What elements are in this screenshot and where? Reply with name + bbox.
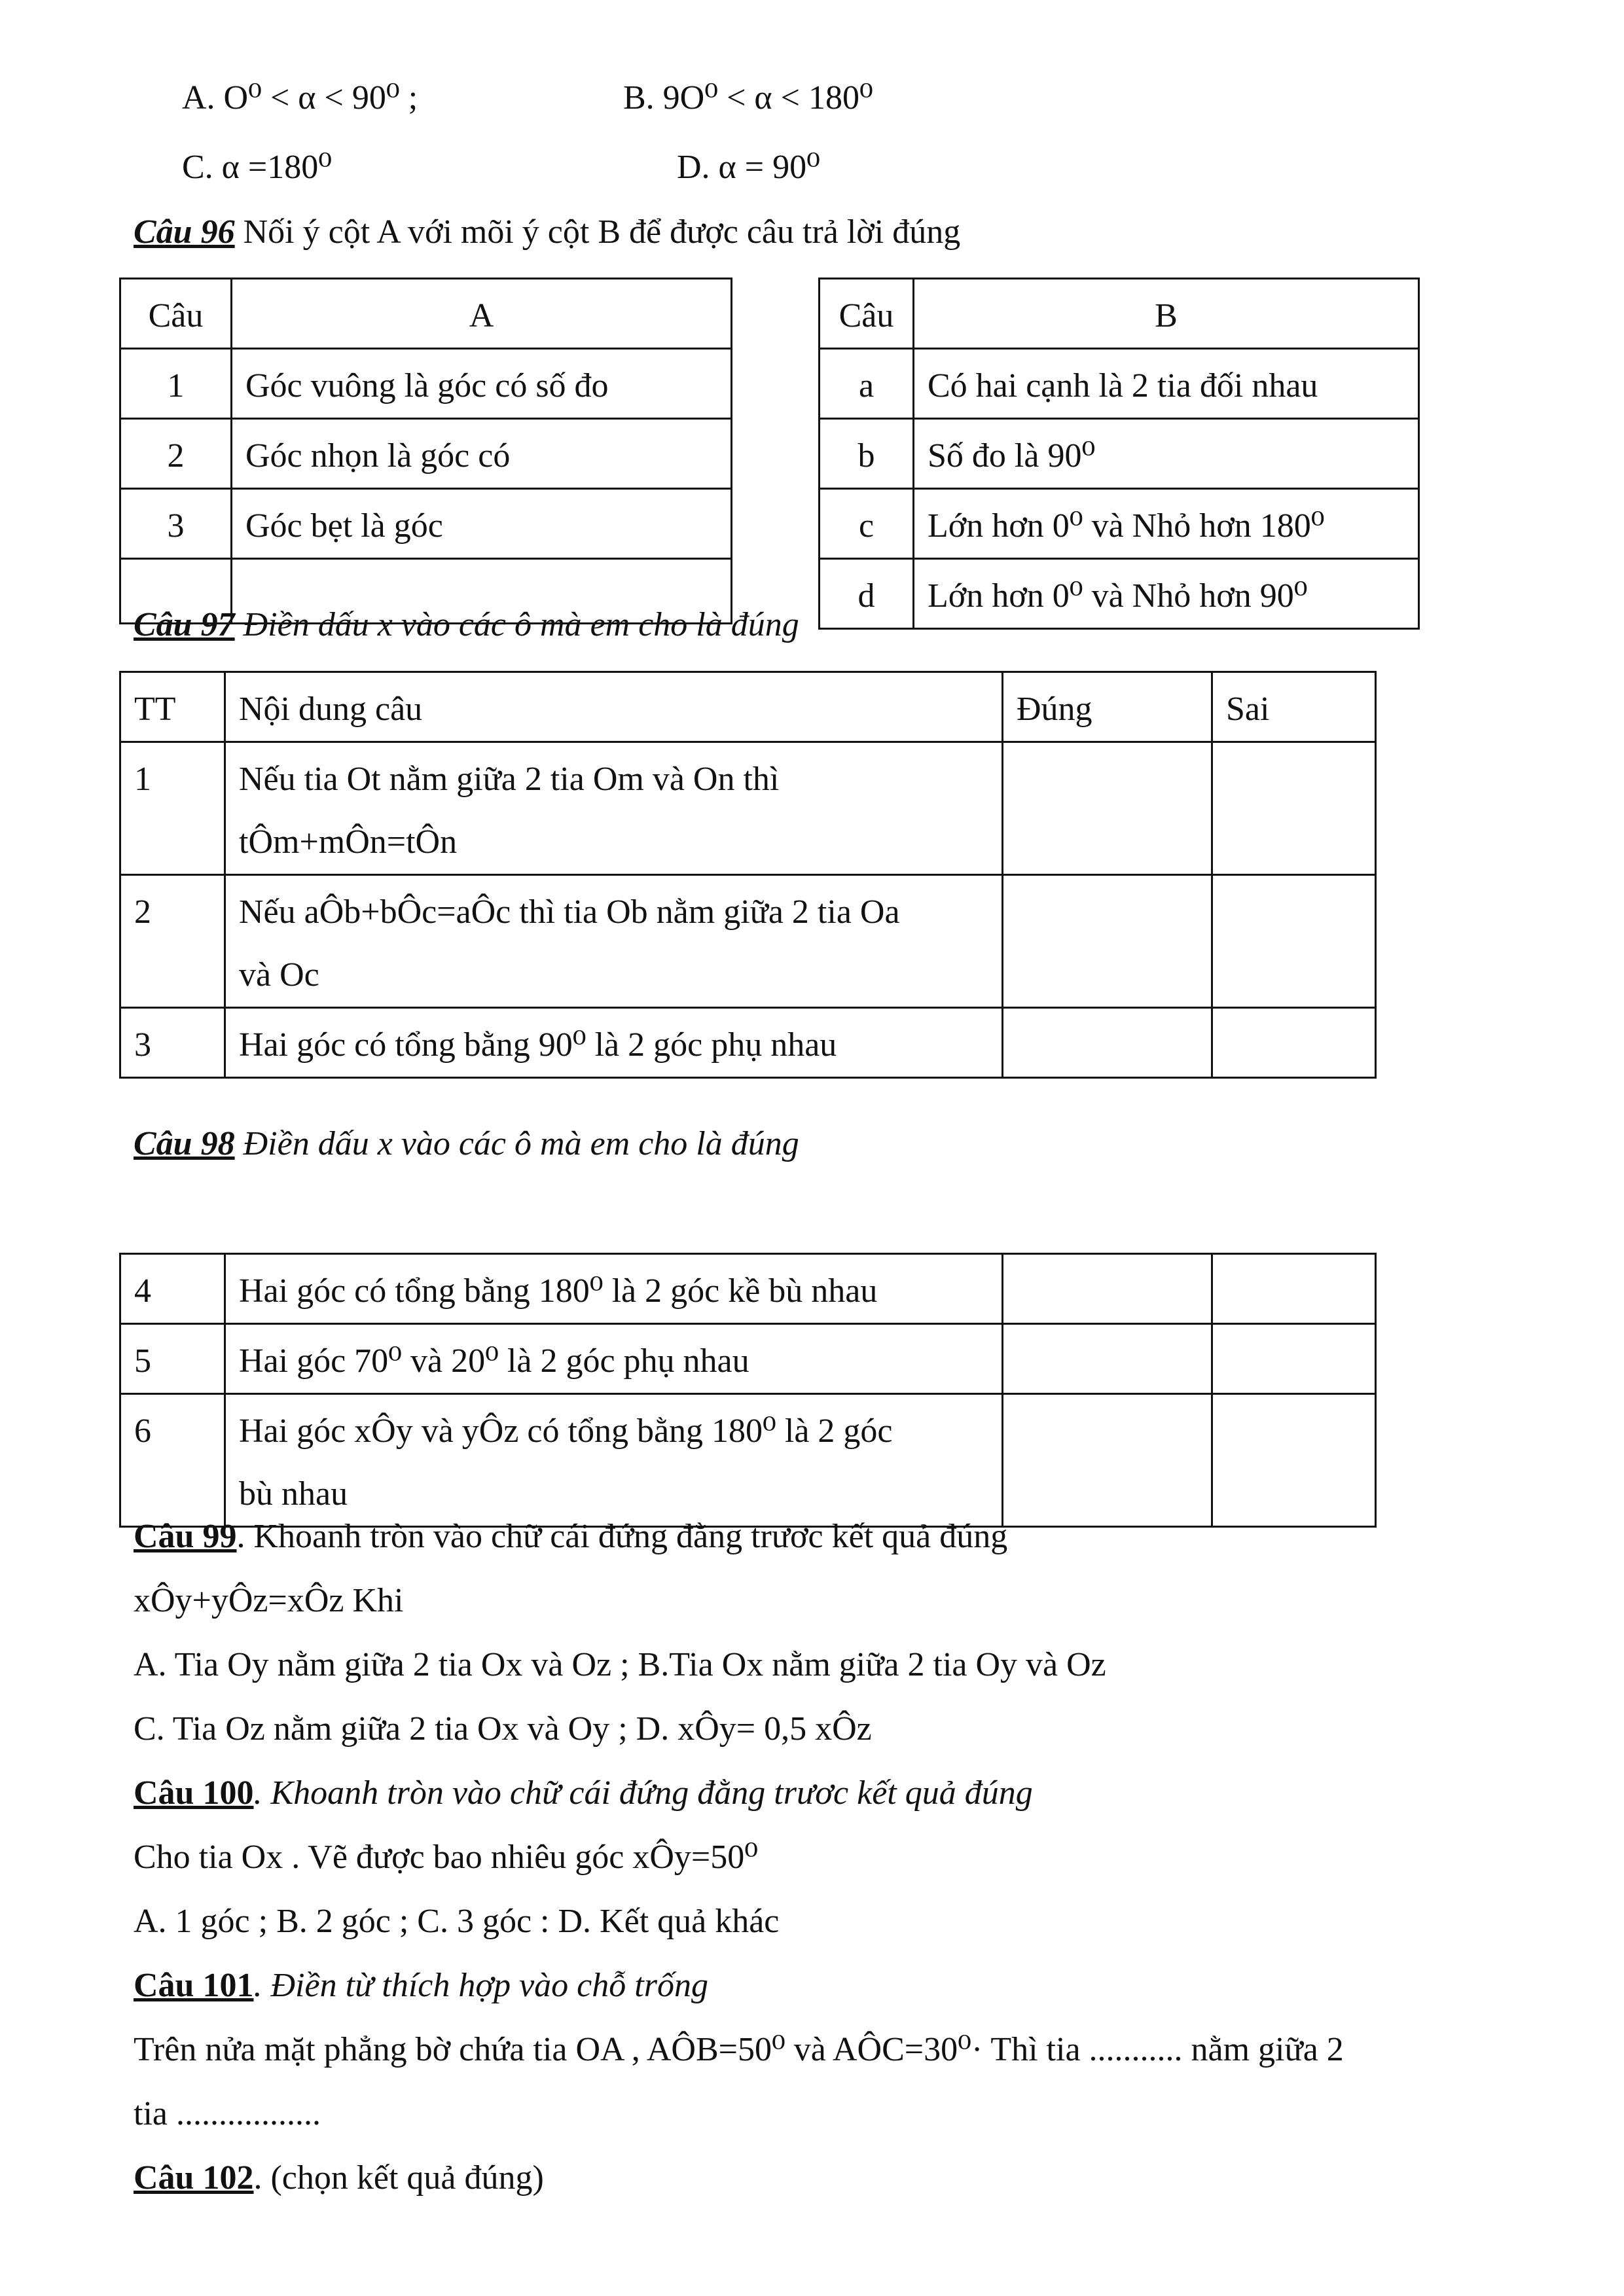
q99-stem: xÔy+yÔz=xÔz Khi	[134, 1582, 404, 1619]
q96-b-cell: c	[820, 489, 914, 559]
q95-option-c[interactable]: C. α =180⁰	[182, 149, 333, 186]
q95-option-a[interactable]: A. O⁰ < α < 90⁰ ;	[182, 79, 418, 117]
q96-text: Nối ý cột A với mõi ý cột B để được câu trả lời đúng	[234, 213, 961, 251]
q99-options-cd[interactable]: C. Tia Oz nằm giữa 2 tia Ox và Oy ; D. xÔy= 0,5 xÔz	[134, 1710, 872, 1748]
q97-header-tt: TT	[120, 672, 225, 742]
q97-check-dung[interactable]	[1003, 1008, 1212, 1078]
q98-row-content	[225, 1254, 1003, 1324]
q96-b-header-cau: Câu	[820, 279, 914, 349]
q97-check-dung[interactable]	[1003, 875, 1212, 1008]
q97-header-sai: Sai	[1212, 672, 1376, 742]
q100-stem: Cho tia Ox . Vẽ được bao nhiêu góc xÔy=50⁰	[134, 1839, 759, 1876]
q96-b-cell: Có hai cạnh là 2 tia đối nhau	[914, 349, 1419, 419]
q100-label: Câu 100	[134, 1774, 254, 1812]
q98-text: Điền dấu x vào các ô mà em cho là đúng	[234, 1125, 799, 1162]
q97-header-dung: Đúng	[1003, 672, 1212, 742]
q101-label: Câu 101	[134, 1967, 254, 2004]
q96-b-cell: d	[820, 559, 914, 629]
q101-line-2[interactable]: tia .................	[134, 2095, 321, 2132]
q96-a-header-a: A	[232, 279, 732, 349]
q96-a-cell: 2	[120, 419, 232, 489]
q98-table	[119, 1253, 1377, 1528]
q99-text: . Khoanh tròn vào chữ cái đứng đằng trươc kết quả đúng	[236, 1518, 1008, 1555]
q99-options-ab[interactable]: A. Tia Oy nằm giữa 2 tia Ox và Oz ; B.Tia Ox nằm giữa 2 tia Oy và Oz	[134, 1646, 1106, 1683]
q97-row-content	[225, 742, 1003, 875]
q97-check-sai[interactable]	[1212, 1008, 1376, 1078]
q97-header-content: Nội dung câu	[225, 672, 1003, 742]
q97-check-dung[interactable]	[1003, 742, 1212, 875]
q98-row-content	[225, 1394, 1003, 1527]
q102-heading	[134, 2159, 544, 2198]
q97-row-line: Nếu aÔb+bÔc=aÔc thì tia Ob nằm giữa 2 tia Oa	[239, 893, 900, 931]
q96-heading	[134, 213, 960, 252]
q101-line-1[interactable]: Trên nửa mặt phẳng bờ chứa tia OA , AÔB=50⁰ và AÔC=30⁰· Thì tia ........... nằm giữa 2	[134, 2031, 1344, 2068]
q98-check-sai[interactable]	[1212, 1394, 1376, 1527]
q98-heading	[134, 1124, 799, 1164]
q97-row-content	[225, 875, 1003, 1008]
q98-row-line: bù nhau	[239, 1475, 348, 1513]
q98-check-dung[interactable]	[1003, 1324, 1212, 1394]
q99-heading	[134, 1517, 1007, 1556]
q97-row-tt: 1	[120, 742, 225, 875]
q97-row-line: và Oc	[239, 956, 319, 994]
q98-row-tt: 4	[120, 1254, 225, 1324]
q97-check-sai[interactable]	[1212, 742, 1376, 875]
q96-b-cell: Lớn hơn 0⁰ và Nhỏ hơn 180⁰	[914, 489, 1419, 559]
q102-label: Câu 102	[134, 2159, 254, 2197]
q101-heading	[134, 1966, 708, 2005]
q97-row-content	[225, 1008, 1003, 1078]
q97-row-line: tÔm+mÔn=tÔn	[239, 823, 458, 861]
q96-b-cell: b	[820, 419, 914, 489]
q95-option-d[interactable]: D. α = 90⁰	[677, 149, 820, 186]
q97-row-tt: 3	[120, 1008, 225, 1078]
q100-heading	[134, 1774, 1033, 1813]
q96-b-cell: Lớn hơn 0⁰ và Nhỏ hơn 90⁰	[914, 559, 1419, 629]
q97-row-line: Nếu tia Ot nằm giữa 2 tia Om và On thì	[239, 761, 780, 798]
q98-label: Câu 98	[134, 1125, 235, 1162]
q100-options[interactable]: A. 1 góc ; B. 2 góc ; C. 3 góc : D. Kết quả khác	[134, 1903, 780, 1940]
q96-a-header-cau: Câu	[120, 279, 232, 349]
q96-b-cell: Số đo là 90⁰	[914, 419, 1419, 489]
q97-check-sai[interactable]	[1212, 875, 1376, 1008]
q102-text: . (chọn kết quả đúng)	[253, 2159, 544, 2197]
q95-option-b[interactable]: B. 9O⁰ < α < 180⁰	[623, 79, 873, 117]
q98-row-line: Hai góc xÔy và yÔz có tổng bằng 180⁰ là 2 góc	[239, 1412, 893, 1450]
q97-heading	[134, 605, 799, 645]
q100-text: . Khoanh tròn vào chữ cái đứng đằng trươc kết quả đúng	[253, 1774, 1033, 1812]
q96-a-cell: Góc nhọn là góc có	[232, 419, 732, 489]
q98-check-dung[interactable]	[1003, 1254, 1212, 1324]
q96-a-cell: 3	[120, 489, 232, 559]
q98-row-content	[225, 1324, 1003, 1394]
q96-table-b	[818, 278, 1420, 630]
q98-row-tt: 5	[120, 1324, 225, 1394]
q96-a-cell: 1	[120, 349, 232, 419]
q96-table-a	[119, 278, 732, 624]
q96-b-cell: a	[820, 349, 914, 419]
q98-check-dung[interactable]	[1003, 1394, 1212, 1527]
q101-text: . Điền từ thích hợp vào chỗ trống	[253, 1967, 708, 2004]
q99-label: Câu 99	[134, 1518, 237, 1555]
q98-row-tt: 6	[120, 1394, 225, 1527]
q98-check-sai[interactable]	[1212, 1254, 1376, 1324]
q96-a-cell: Góc bẹt là góc	[232, 489, 732, 559]
q96-a-cell: Góc vuông là góc có số đo	[232, 349, 732, 419]
q97-row-line: Hai góc có tổng bằng 90⁰ là 2 góc phụ nhau	[239, 1026, 837, 1064]
q97-row-tt: 2	[120, 875, 225, 1008]
q98-row-line: Hai góc 70⁰ và 20⁰ là 2 góc phụ nhau	[239, 1342, 749, 1380]
q96-b-header-b: B	[914, 279, 1419, 349]
q97-label: Câu 97	[134, 606, 235, 643]
q98-check-sai[interactable]	[1212, 1324, 1376, 1394]
q97-text: Điền dấu x vào các ô mà em cho là đúng	[234, 606, 799, 643]
q97-table	[119, 671, 1377, 1079]
q96-label: Câu 96	[134, 213, 235, 251]
q98-row-line: Hai góc có tổng bằng 180⁰ là 2 góc kề bù nhau	[239, 1272, 878, 1310]
